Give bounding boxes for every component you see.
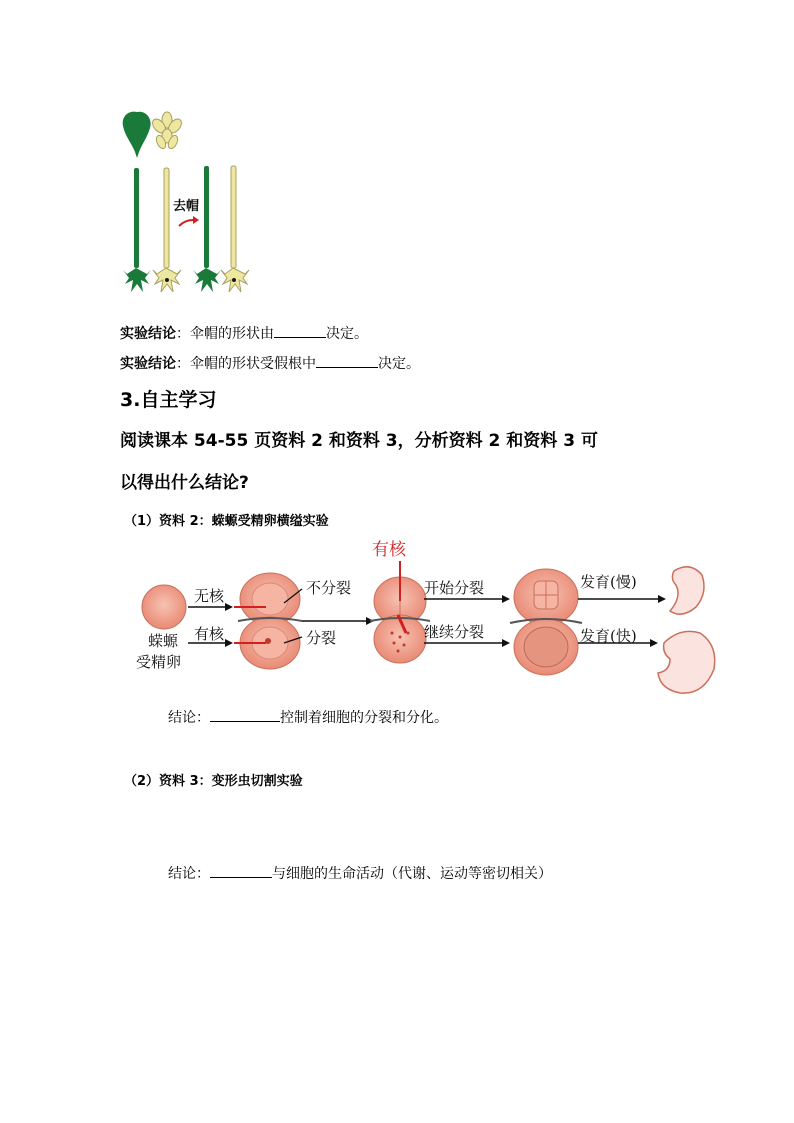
material2-conclusion-label: 结论： <box>168 710 210 726</box>
question-line-2: 以得出什么结论? <box>120 473 249 493</box>
qumao-label: 去帽 <box>173 199 200 214</box>
material2-heading: （1）资料 2：蝾螈受精卵横缢实验 <box>124 514 329 529</box>
yellow-cap-icon <box>150 112 184 150</box>
man-label: 发育(慢) <box>580 573 637 591</box>
conclusion-1-label: 实验结论 <box>120 326 176 342</box>
newt-egg-figure <box>130 535 720 705</box>
conclusion-2-label: 实验结论 <box>120 356 176 372</box>
rhizoid-yellow-1 <box>153 268 181 292</box>
material3-conclusion-after: 与细胞的生命活动（代谢、运动等密切相关） <box>272 866 552 882</box>
egg-label-2: 受精卵 <box>136 653 182 671</box>
material3-heading: （2）资料 3：变形虫切割实验 <box>124 774 303 789</box>
conclusion-1 <box>120 323 368 343</box>
material3-conclusion-label: 结论： <box>168 866 210 882</box>
jixu-label: 继续分裂 <box>424 623 485 641</box>
question-line-1: 阅读课本 54-55 页资料 2 和资料 3，分析资料 2 和资料 3 可 <box>120 431 598 451</box>
material2-blank[interactable] <box>210 707 280 722</box>
section-title: 3.自主学习 <box>120 389 217 411</box>
rhizoid-green-1 <box>123 268 151 292</box>
egg-label-1: 蝾螈 <box>148 632 179 650</box>
material2-conclusion-after: 控制着细胞的分裂和分化。 <box>280 710 448 726</box>
constricted-egg-1 <box>238 573 302 669</box>
conclusion-1-before: ：伞帽的形状由 <box>176 326 274 342</box>
material2-conclusion <box>168 707 448 727</box>
youhe-top-label: 有核 <box>372 540 406 560</box>
kuai-label: 发育(快) <box>580 627 637 645</box>
fenlie-label: 分裂 <box>306 629 337 647</box>
conclusion-1-blank[interactable] <box>274 323 326 338</box>
material3-conclusion <box>168 863 552 883</box>
conclusion-2-before: ：伞帽的形状受假根中 <box>176 356 316 372</box>
red-arrow-icon <box>179 220 193 226</box>
kaishi-label: 开始分裂 <box>424 579 485 597</box>
material3-blank[interactable] <box>210 863 272 878</box>
embryo-slow <box>670 567 704 614</box>
rhizoid-yellow-2 <box>221 268 249 292</box>
bufenlie-label: 不分裂 <box>306 579 352 597</box>
acetabularia-figure <box>115 108 255 304</box>
green-cap-icon <box>123 112 151 158</box>
wuhe-label: 无核 <box>194 587 225 605</box>
conclusion-1-after: 决定。 <box>326 326 368 342</box>
rhizoid-green-2 <box>193 268 221 292</box>
conclusion-2 <box>120 353 420 373</box>
conclusion-2-blank[interactable] <box>316 353 378 368</box>
fertilized-egg <box>142 585 186 629</box>
constricted-egg-3 <box>510 569 582 675</box>
youhe-left-label: 有核 <box>194 625 225 643</box>
embryo-fast <box>658 631 715 693</box>
conclusion-2-after: 决定。 <box>378 356 420 372</box>
